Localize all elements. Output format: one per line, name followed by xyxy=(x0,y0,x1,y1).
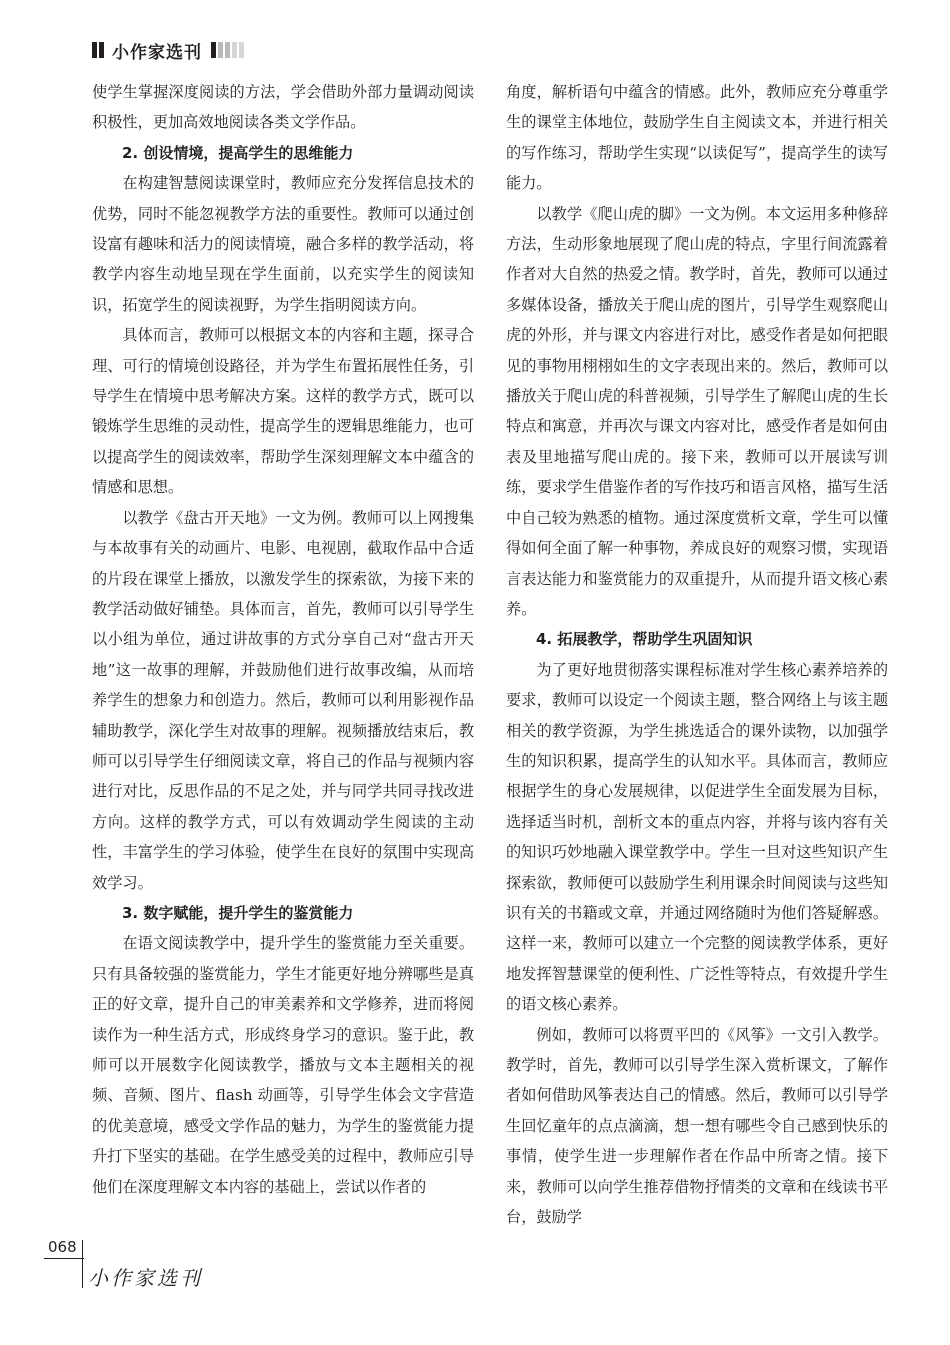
left-column xyxy=(92,77,474,1202)
paragraph: 在构建智慧阅读课堂时，教师应充分发挥信息技术的优势，同时不能忽视教学方法的重要性。教师可以通过创设富有趣味和活力的阅读情境，融合多样的教学活动，将教学内容生动地呈现在学生面前，以充实学生的阅读知识，拓宽学生的阅读视野，为学生指明阅读方向。 xyxy=(92,174,474,314)
paragraph: 在语文阅读教学中，提升学生的鉴赏能力至关重要。只有具备较强的鉴赏能力，学生才能更好地分辨哪些是真正的好文章，提升自己的审美素养和文学修养，进而将阅读作为一种生活方式，形成终身学习的意识。鉴于此，教师可以开展数字化阅读教学，播放与文本主题相关的视频、音频、图片、flash 动画等，引导学生体会文字营造的优美意境，感受文学作品的魅力，为学生的鉴赏能力提升打下坚实的基础。在学生感受美的过程中，教师应引导他们在深度理解文本内容的基础上，尝试以作者的 xyxy=(92,934,474,1196)
section-heading: 2. 创设情境，提高学生的思维能力 xyxy=(122,143,354,162)
journal-title: 小作家选刊 xyxy=(112,42,202,63)
header-bar-mark xyxy=(232,42,237,58)
footer-logo: 小作家选刊 xyxy=(88,1266,203,1290)
paragraph: 具体而言，教师可以根据文本的内容和主题，探寻合理、可行的情境创设路径，并为学生布置拓展性任务，引导学生在情境中思考解决方案。这样的教学方式，既可以锻炼学生思维的灵动性，提高学生的逻辑思维能力，也可以提高学生的阅读效率，帮助学生深刻理解文本中蕴含的情感和思想。 xyxy=(92,326,474,497)
paragraph: 为了更好地贯彻落实课程标准对学生核心素养培养的要求，教师可以设定一个阅读主题，整合网络上与该主题相关的教学资源，为学生挑选适合的课外读物，以加强学生的知识积累，提高学生的认知水平。具体而言，教师应根据学生的身心发展规律，以促进学生全面发展为目标，选择适当时机，剖析文本的重点内容，并将与该内容有关的知识巧妙地融入课堂教学中。学生一旦对这些知识产生探索欲，教师便可以鼓励学生利用课余时间阅读与这些知识有关的书籍或文章，并通过网络随时为他们答疑解惑。这样一来，教师可以建立一个完整的阅读教学体系，更好地发挥智慧课堂的便利性、广泛性等特点，有效提升学生的语文核心素养。 xyxy=(506,660,888,1014)
section-heading: 4. 拓展教学，帮助学生巩固知识 xyxy=(536,630,753,649)
section-heading: 3. 数字赋能，提升学生的鉴赏能力 xyxy=(122,903,354,922)
header-bar-mark xyxy=(225,42,230,58)
paragraph: 以教学《盘古开天地》一文为例。教师可以上网搜集与本故事有关的动画片、电影、电视剧，截取作品中合适的片段在课堂上播放，以激发学生的探索欲，为接下来的教学活动做好铺垫。具体而言，首先，教师可以引导学生以小组为单位，通过讲故事的方式分享自己对“盘古开天地”这一故事的理解，并鼓励他们进行故事改编，从而培养学生的想象力和创造力。然后，教师可以利用影视作品辅助教学，深化学生对故事的理解。视频播放结束后，教师可以引导学生仔细阅读文章，将自己的作品与视频内容进行对比，反思作品的不足之处，并与同学共同寻找改进方向。这样的教学方式，可以有效调动学生阅读的主动性，丰富学生的学习体验，使学生在良好的氛围中实现高效学习。 xyxy=(92,508,474,892)
header-bar-mark xyxy=(239,42,244,58)
paragraph: 例如，教师可以将贾平凹的《风筝》一文引入教学。教学时，首先，教师可以引导学生深入赏析课文，了解作者如何借助风筝表达自己的情感。然后，教师可以引导学生回忆童年的点点滴滴，想一想有哪些令自己感到快乐的事情，使学生进一步理解作者在作品中所寄之情。接下来，教师可以向学生推荐借物抒情类的文章和在线读书平台，鼓励学 xyxy=(506,1025,888,1227)
header-bar-mark xyxy=(218,42,223,58)
header-bar-mark xyxy=(211,42,216,58)
footer-divider xyxy=(44,1258,84,1259)
running-header xyxy=(92,38,246,62)
header-bar-mark xyxy=(99,42,104,58)
right-column xyxy=(506,77,888,1232)
header-bar-mark xyxy=(92,42,97,58)
paragraph: 以教学《爬山虎的脚》一文为例。本文运用多种修辞方法，生动形象地展现了爬山虎的特点，字里行间流露着作者对大自然的热爱之情。教学时，首先，教师可以通过多媒体设备，播放关于爬山虎的图片，引导学生观察爬山虎的外形，并与课文内容进行对比，感受作者是如何把眼见的事物用栩栩如生的文字表现出来的。然后，教师可以播放关于爬山虎的科普视频，引导学生了解爬山虎的生长特点和寓意，并再次与课文内容对比，感受作者是如何由表及里地描写爬山虎的。接下来，教师可以开展读写训练，要求学生借鉴作者的写作技巧和语言风格，描写生活中自己较为熟悉的植物。通过深度赏析文章，学生可以懂得如何全面了解一种事物，养成良好的观察习惯，实现语言表达能力和鉴赏能力的双重提升，从而提升语文核心素养。 xyxy=(506,204,888,618)
paragraph: 角度，解析语句中蕴含的情感。此外，教师应充分尊重学生的课堂主体地位，鼓励学生自主阅读文本，并进行相关的写作练习，帮助学生实现“以读促写”，提高学生的读写能力。 xyxy=(506,83,888,193)
footer-divider xyxy=(82,1240,83,1288)
page-number: 068 xyxy=(48,1238,77,1256)
paragraph: 使学生掌握深度阅读的方法，学会借助外部力量调动阅读积极性，更加高效地阅读各类文学作品。 xyxy=(92,83,474,132)
